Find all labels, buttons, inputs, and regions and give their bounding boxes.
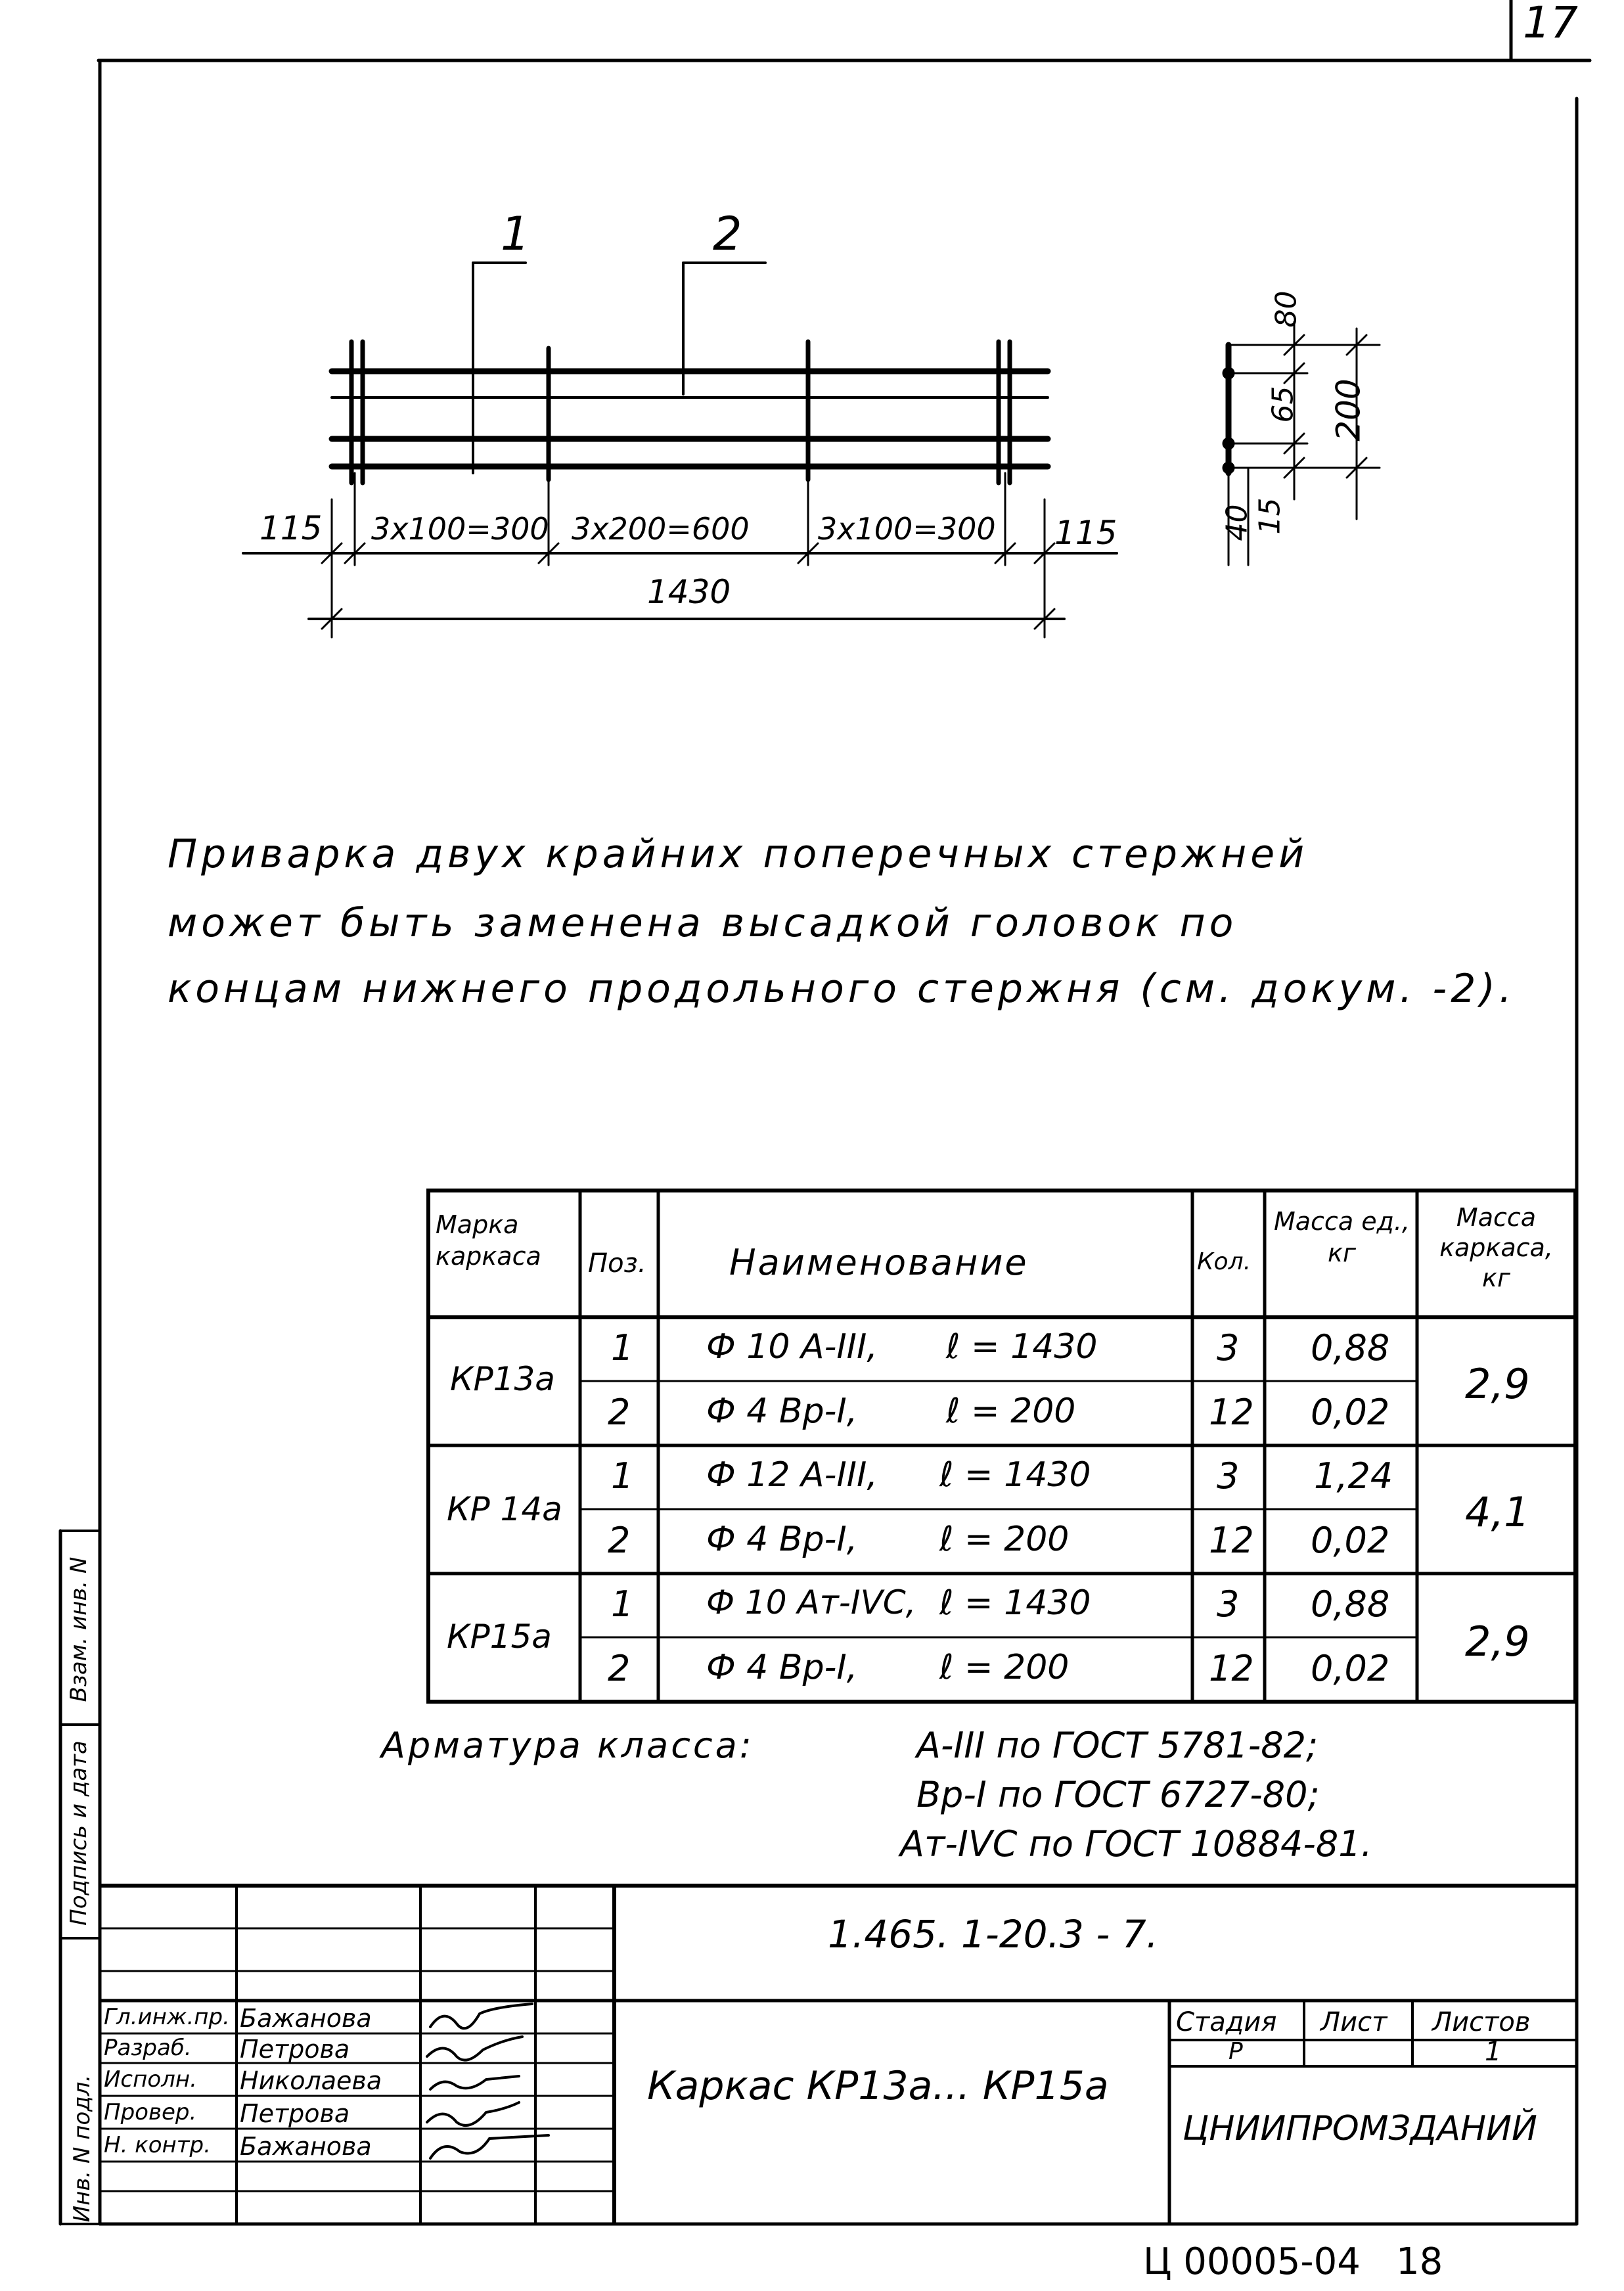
table-row: 3 — [1217, 1583, 1240, 1625]
section-dim-bottom: 15 — [1253, 497, 1287, 535]
section-dim-middle: 65 — [1266, 386, 1300, 423]
table-row: 2 — [608, 1648, 631, 1689]
header-pos: Поз. — [588, 1248, 646, 1279]
table-row: Ф 10 Ат-IVС, — [706, 1583, 916, 1622]
table-row: ℓ = 1430 — [939, 1455, 1091, 1495]
header-mark: Марка каркаса — [436, 1210, 541, 1271]
corner-page-number: 17 — [1523, 0, 1578, 48]
sig-name: Бажанова — [240, 2004, 372, 2033]
table-row: ℓ = 1430 — [946, 1327, 1098, 1367]
table-row: ℓ = 1430 — [939, 1583, 1091, 1623]
rebar-note-line-3: Ат-IVС по ГОСТ 10884-81. — [900, 1823, 1372, 1865]
rebar-note-label: Арматура класса: — [381, 1725, 754, 1766]
sig-name: Петрова — [240, 2099, 350, 2128]
section-dim-top: 80 — [1269, 290, 1303, 328]
org-name: ЦНИИПРОМЗДАНИЙ — [1183, 2109, 1537, 2148]
header-frame-mass: Масса каркаса, кг — [1439, 1203, 1553, 1292]
table-row: 2 — [608, 1520, 631, 1561]
header-qty: Кол. — [1197, 1248, 1252, 1275]
footer-code: Ц 00005-04 — [1143, 2240, 1361, 2283]
table-row: 2 — [608, 1392, 631, 1433]
table-row: Ф 4 Вр-I, — [706, 1392, 858, 1431]
header-name: Наименование — [729, 1242, 1029, 1283]
sig-role: Исполн. — [104, 2066, 197, 2093]
sig-role: Гл.инж.пр. — [104, 2004, 230, 2030]
sig-name: Николаева — [240, 2066, 382, 2095]
doc-code: 1.465. 1-20.3 - 7. — [828, 1912, 1159, 1957]
sig-role: Провер. — [104, 2099, 197, 2125]
callout-1: 1 — [501, 207, 530, 261]
frame-mass-kr15a: 2,9 — [1465, 1618, 1530, 1666]
table-row: 1 — [611, 1583, 634, 1625]
frame-mass-kr13a: 2,9 — [1465, 1360, 1530, 1408]
dim-left-end: 115 — [259, 509, 323, 547]
section-dim-offset: 40 — [1220, 504, 1254, 541]
note-line-1: Приварка двух крайних поперечных стержней — [168, 831, 1309, 877]
table-row: 1,24 — [1314, 1455, 1393, 1497]
note-line-3: концам нижнего продольного стержня (см. докум. -2). — [168, 966, 1516, 1012]
frame-mass-kr14a: 4,1 — [1465, 1488, 1530, 1536]
callout-2: 2 — [713, 207, 742, 261]
sheet-header: Лист — [1320, 2007, 1387, 2037]
dim-total: 1430 — [647, 573, 731, 611]
sig-role: Н. контр. — [104, 2132, 211, 2158]
table-row: 0,88 — [1311, 1583, 1390, 1625]
dim-seg1: 3x100=300 — [371, 511, 549, 547]
table-row: 12 — [1209, 1392, 1254, 1433]
footer-page: 18 — [1396, 2240, 1443, 2283]
sig-role: Разраб. — [104, 2035, 192, 2061]
mark-kr13a: КР13а — [450, 1360, 555, 1398]
table-row: 3 — [1217, 1455, 1240, 1497]
sig-name: Бажанова — [240, 2132, 372, 2161]
dim-right-end: 115 — [1054, 514, 1117, 552]
rebar-note-line-2: Вр-I по ГОСТ 6727-80; — [916, 1774, 1320, 1815]
mark-kr14a: КР 14а — [447, 1490, 562, 1528]
table-row: ℓ = 200 — [946, 1392, 1076, 1431]
table-row: Ф 12 А-III, — [706, 1455, 878, 1495]
mark-kr15a: КР15а — [447, 1618, 552, 1656]
table-row: 3 — [1217, 1327, 1240, 1369]
table-row: ℓ = 200 — [939, 1648, 1070, 1687]
stamp-sign-date: Подпись и дата — [66, 1740, 92, 1926]
drawing-title: Каркас КР13а... КР15а — [647, 2063, 1109, 2109]
table-row: 0,88 — [1311, 1327, 1390, 1369]
header-unit-mass: Масса ед., кг — [1273, 1207, 1410, 1267]
sig-name: Петрова — [240, 2035, 350, 2064]
table-row: 0,02 — [1311, 1392, 1390, 1433]
table-row: 12 — [1209, 1520, 1254, 1561]
table-row: Ф 4 Вр-I, — [706, 1648, 858, 1687]
stage-header: Стадия — [1176, 2007, 1277, 2037]
sheets-header: Листов — [1432, 2007, 1531, 2037]
table-row: 12 — [1209, 1648, 1254, 1689]
table-row: 0,02 — [1311, 1520, 1390, 1561]
dim-seg2: 3x200=600 — [572, 511, 750, 547]
stage-value: Р — [1229, 2038, 1243, 2065]
table-row: 1 — [611, 1455, 634, 1497]
table-row: 1 — [611, 1327, 634, 1369]
stamp-inv-orig: Инв. N подл. — [69, 2074, 95, 2223]
dim-seg3: 3x100=300 — [818, 511, 996, 547]
section-dim-height: 200 — [1329, 378, 1368, 442]
table-row: Ф 4 Вр-I, — [706, 1520, 858, 1559]
table-row: Ф 10 А-III, — [706, 1327, 878, 1367]
sheets-value: 1 — [1485, 2037, 1502, 2067]
table-row: 0,02 — [1311, 1648, 1390, 1689]
rebar-note-line-1: А-III по ГОСТ 5781-82; — [916, 1725, 1319, 1766]
note-line-2: может быть заменена высадкой головок по — [168, 900, 1238, 946]
stamp-inv-dup: Взам. инв. N — [66, 1556, 92, 1702]
table-row: ℓ = 200 — [939, 1520, 1070, 1559]
